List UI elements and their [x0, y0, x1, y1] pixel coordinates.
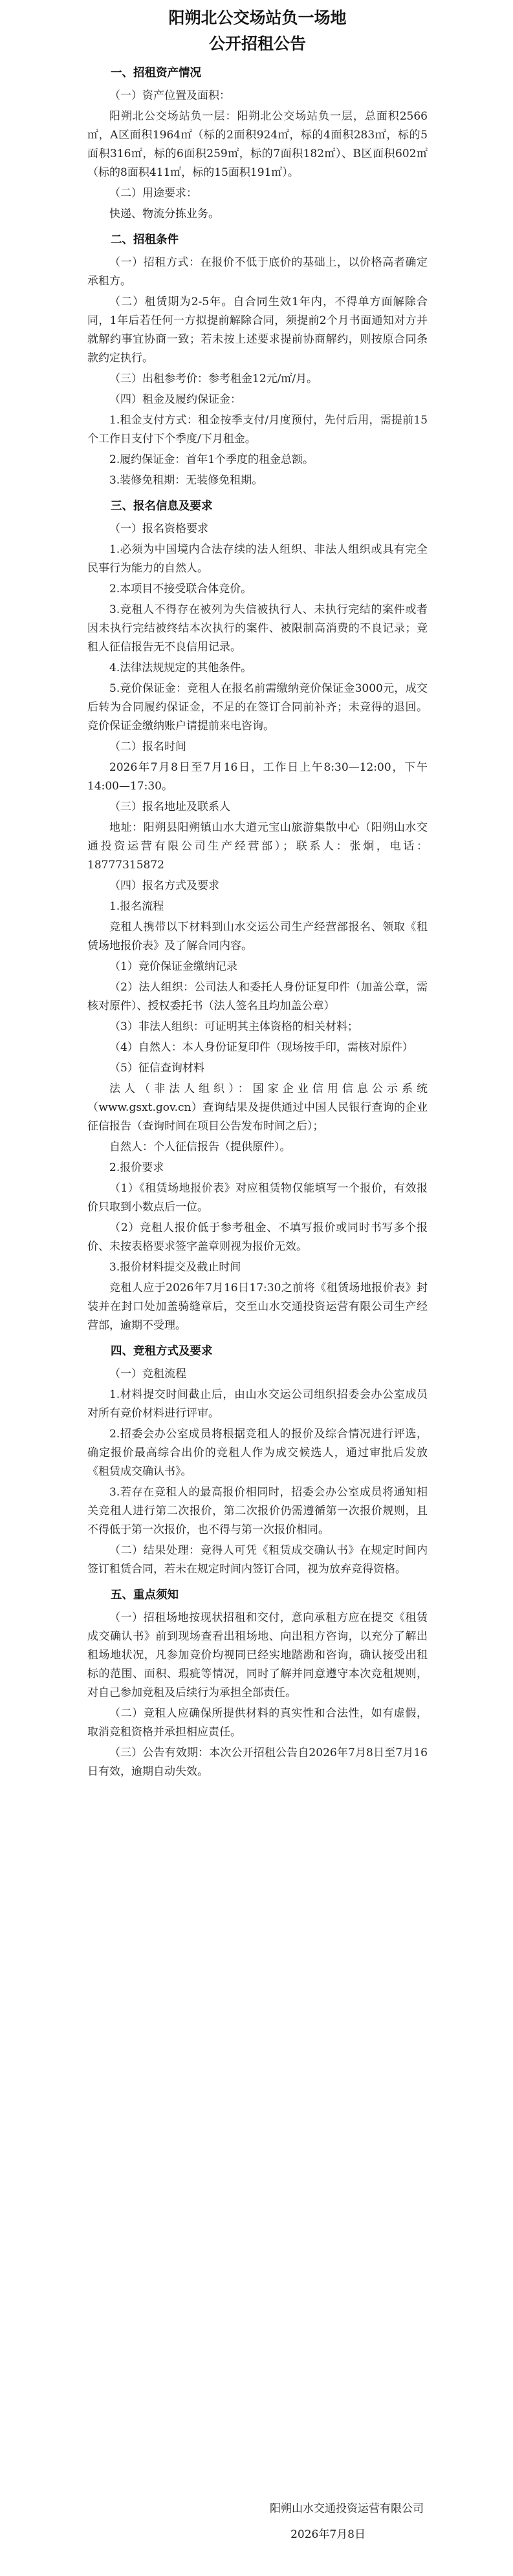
paragraph: 竞租人应于2026年7月16日17:30之前将《租赁场地报价表》封装并在封口处加盖骑缝章后，交至山水交通投资运营有限公司生产经营部，逾期不受理。 [87, 1282, 428, 1332]
paragraph: （1）竞价保证金缴纳记录 [109, 960, 237, 973]
paragraph: 2.履约保证金：首年1个季度的租金总额。 [109, 453, 314, 466]
paragraph: （2）竞租人报价低于参考租金、不填写报价或同时书写多个报价、未按表格要求签字盖章则视为报价无效。 [87, 1221, 428, 1253]
paragraph: （三）报名地址及联系人 [109, 800, 230, 813]
paragraph: 1.材料提交时间截止后，由山水交运公司组织招委会办公室成员对所有竞价材料进行评审。 [87, 1388, 428, 1420]
paragraph: （2）法人组织：公司法人和委托人身份证复印件（加盖公章，需核对原件）、授权委托书（法人签名且均加盖公章） [87, 981, 428, 1013]
paragraph: （四）报名方式及要求 [109, 879, 219, 892]
paragraph: 1.租金支付方式：租金按季支付/月度预付，先付后用，需提前15个工作日支付下个季度/下月租金。 [87, 414, 428, 445]
paragraph: （一）招租场地按现状招租和交付，意向承租方应在提交《租赁成交确认书》前到现场查看出租场地、向出租方咨询，以充分了解出租场地状况，凡参加竞价均视同已经实地踏勘和咨询，确认接受出租标的范围、面积、瑕疵等情况，同时了解并同意遵守本次竞租规则，对自己参加竞租及后续行为承担全部责任。 [87, 1611, 428, 1699]
company-name: 阳朔山水交通投资运营有限公司 [270, 2502, 424, 2515]
paragraph: 2026年7月8日至7月16日，工作日上午8:30—12:00，下午14:00—17:30。 [87, 761, 428, 793]
section-heading-3: 三、报名信息及要求 [111, 500, 213, 513]
section-heading-1: 一、招租资产情况 [111, 67, 201, 80]
paragraph: 自然人：个人征信报告（提供原件）。 [109, 1141, 291, 1154]
announcement-title [87, 5, 428, 57]
paragraph: （1）《租赁场地报价表》对应租赁物仅能填写一个报价，有效报价只取到小数点后一位。 [87, 1182, 428, 1214]
paragraph: 快递、物流分拣业务。 [109, 208, 219, 220]
paragraph: （一）报名资格要求 [109, 522, 208, 535]
paragraph: （5）征信查询材料 [109, 1062, 204, 1075]
signature-block [270, 2496, 428, 2548]
paragraph: （二）结果处理：竞得人可凭《租赁成交确认书》在规定时间内签订租赁合同，若未在规定时间内签订合同，视为放弃竞得资格。 [87, 1544, 428, 1576]
section-heading-2: 二、招租条件 [111, 233, 179, 246]
paragraph: 竞租人携带以下材料到山水交运公司生产经营部报名、领取《租赁场地报价表》及了解合同内容。 [87, 921, 428, 952]
paragraph: 2.本项目不接受联合体竞价。 [109, 583, 252, 596]
title-line-1: 阳朔北公交场站负一场地 [168, 8, 347, 27]
paragraph: （一）竞租流程 [109, 1368, 186, 1380]
issue-date: 2026年7月8日 [290, 2528, 366, 2541]
paragraph: （二）用途要求： [109, 187, 197, 200]
paragraph: 2.报价要求 [109, 1161, 164, 1174]
paragraph: 法人（非法人组织）：国家企业信用信息公示系统（www.gsxt.gov.cn）查询结果及提供通过中国人民银行查询的企业征信报告（查询时间在项目公告发布时间之后）； [87, 1082, 428, 1133]
paragraph: 阳朔北公交场站负一层：阳朔北公交场站负一层，总面积2566㎡，A区面积1964㎡（标的2面积924㎡，标的4面积283㎡，标的5面积316㎡，标的6面积259㎡，标的7面积182㎡）、B区面积602㎡（标的8面积411㎡，标的15面积191㎡）。 [87, 110, 428, 179]
paragraph: 5.竞价保证金：竞租人在报名前需缴纳竞价保证金3000元，成交后转为合同履约保证金，不足的在签订合同前补齐；未竞得的退回。竞价保证金缴纳账户请提前来电咨询。 [87, 682, 428, 733]
paragraph: 4.法律法规规定的其他条件。 [109, 661, 252, 674]
paragraph: （三）出租参考价：参考租金12元/㎡/月。 [109, 372, 318, 385]
paragraph: （4）自然人：本人身份证复印件（现场按手印，需核对原件） [109, 1041, 413, 1054]
paragraph: （一）资产位置及面积： [109, 89, 230, 102]
paragraph: （二）竞租人应确保所提供材料的真实性和合法性，如有虚假，取消竞租资格并承担相应责任。 [87, 1707, 428, 1739]
title-line-2: 公开招租公告 [208, 34, 306, 53]
paragraph: 3.若存在竞租人的最高报价相同时，招委会办公室成员将通知相关竞租人进行第二次报价，第二次报价仍需遵循第一次报价规则，且不得低于第一次报价，也不得与第一次报价相同。 [87, 1486, 428, 1536]
paragraph: （3）非法人组织：可证明其主体资格的相关材料； [109, 1020, 358, 1033]
paragraph: （三）公告有效期：本次公开招租公告自2026年7月8日至7月16日有效，逾期自动失效。 [87, 1746, 428, 1778]
paragraph: 地址：阳朔县阳朔镇山水大道元宝山旅游集散中心（阳朔山水交通投资运营有限公司生产经营部）；联系人：张炯，电话：18777315872 [87, 821, 428, 872]
paragraph: 3.报价材料提交及截止时间 [109, 1261, 241, 1274]
paragraph: 2.招委会办公室成员将根据竞租人的报价及综合情况进行评选，确定报价最高综合出价的竞租人作为成交候选人，通过审批后发放《租赁成交确认书》。 [87, 1428, 428, 1478]
section-heading-4: 四、竞租方式及要求 [111, 1345, 213, 1358]
paragraph: （一）招租方式：在报价不低于底价的基础上，以价格高者确定承租方。 [87, 256, 428, 288]
paragraph: （二）租赁期为2-5年。自合同生效1年内，不得单方面解除合同，1年后若任何一方拟提前解除合同，须提前2个月书面通知对方并就解约事宜协商一致；若未按上述要求提前协商解约，则按原合同条款约定执行。 [87, 295, 428, 365]
section-heading-5: 五、重点须知 [111, 1589, 179, 1602]
paragraph: 1.必须为中国境内合法存续的法人组织、非法人组织或具有完全民事行为能力的自然人。 [87, 543, 428, 575]
paragraph: 3.竞租人不得存在被列为失信被执行人、未执行完结的案件或者因未执行完结被终结本次执行的案件、被限制高消费的不良记录；竞租人征信报告无不良信用记录。 [87, 603, 428, 654]
paragraph: （二）报名时间 [109, 740, 186, 753]
paragraph: 1.报名流程 [109, 900, 164, 913]
paragraph: 3.装修免租期：无装修免租期。 [109, 474, 263, 487]
paragraph: （四）租金及履约保证金： [109, 393, 241, 406]
